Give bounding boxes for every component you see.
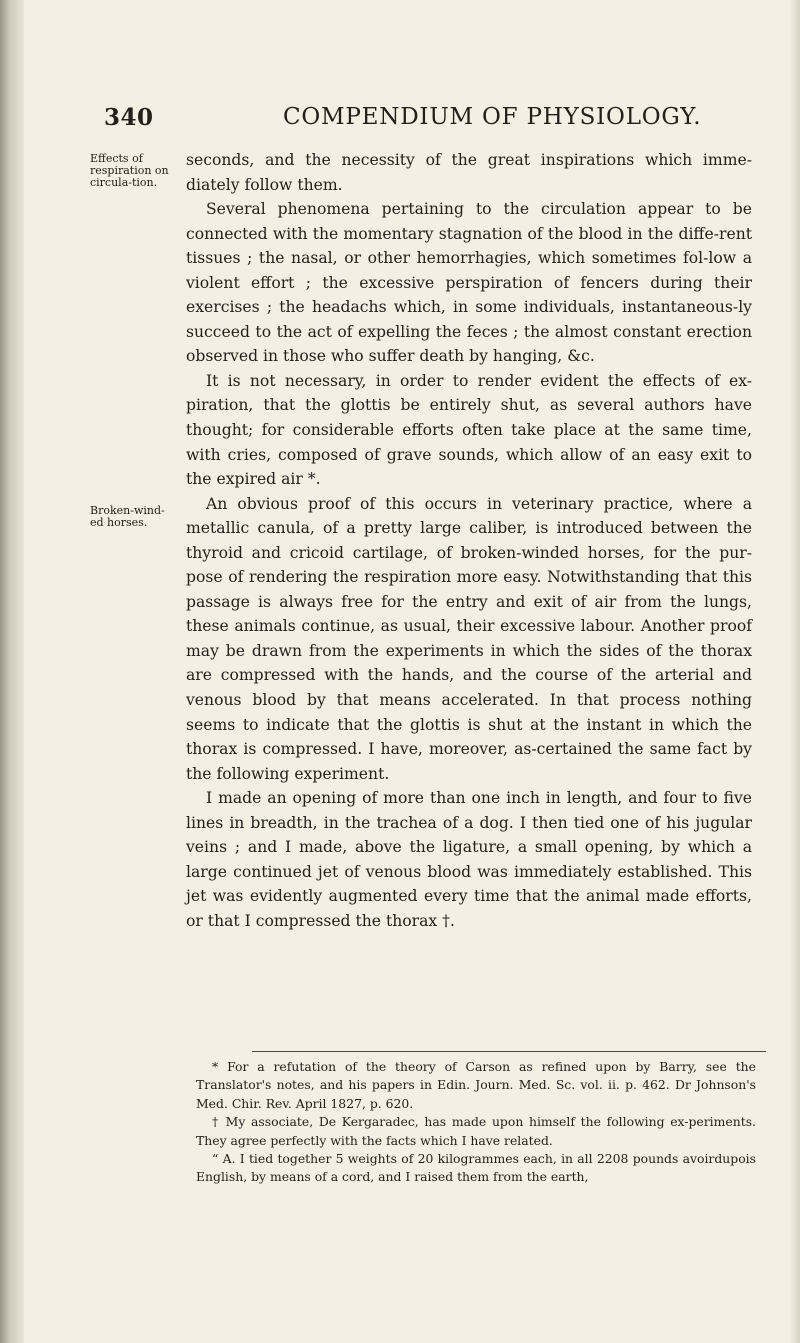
- running-title: COMPENDIUM OF PHYSIOLOGY.: [283, 104, 702, 130]
- footnotes: [196, 1058, 756, 1187]
- paragraph-1: seconds, and the necessity of the great inspirations which imme-diately follow them.: [186, 151, 752, 194]
- paragraph-2: Several phenomena pertaining to the circulation appear to be connected with the momentary stagnation of the blood in the diffe-rent tissues ; the nasal, or other hemorrhagies, which sometimes fol-low a violent effort ; the excessive perspiration of fencers during their exercises ; the headachs which, in some individuals, instantaneous-ly succeed to the act of expelling the feces ; the almost constant erection observed in those who suffer death by hanging, &c.: [186, 200, 752, 366]
- footnote-2: † My associate, De Kergaradec, has made upon himself the following ex-periments. They agree perfectly with the facts which I have related.: [196, 1114, 756, 1148]
- paragraph-4: An obvious proof of this occurs in veterinary practice, where a metallic canula, of a pretty large caliber, is introduced between the thyroid and cricoid cartilage, of broken-winded horses, for the pur-pose of rendering the respiration more easy. Notwithstanding that this passage is always free for the entry and exit of air from the lungs, these animals continue, as usual, their excessive labour. Another proof may be drawn from the experiments in which the sides of the thorax are compressed with the hands, and the course of the arterial and venous blood by that means accelerated. In that process nothing seems to indicate that the glottis is shut at the instant in which the thorax is compressed. I have, moreover, as-certained the same fact by the following experiment.: [186, 494, 752, 783]
- margin-note-broken-winded-horses: Broken-wind-ed horses.: [90, 504, 165, 529]
- footnote-3: “ A. I tied together 5 weights of 20 kilogrammes each, in all 2208 pounds avoirdupois English, by means of a cord, and I raised them from the earth,: [196, 1151, 756, 1185]
- footnote-1: * For a refutation of the theory of Carson as refined upon by Barry, see the Translator's notes, and his papers in Edin. Journ. Med. Sc. vol. ii. p. 462. Dr Johnson's Med. Chir. Rev. April 1827, p. 620.: [196, 1059, 756, 1111]
- footnote-divider: [252, 1051, 766, 1052]
- body-text: [186, 148, 752, 934]
- margin-note-effects-of-respiration: Effects of respiration on circula-tion.: [90, 152, 169, 189]
- page-number: 340: [104, 104, 154, 131]
- paragraph-5: I made an opening of more than one inch in length, and four to five lines in breadth, in the trachea of a dog. I then tied one of his jugular veins ; and I made, above the ligature, a small opening, by which a large continued jet of venous blood was immediately established. This jet was evidently augmented every time that the animal made efforts, or that I compressed the thorax †.: [186, 789, 752, 930]
- page-right-edge: [790, 0, 800, 1343]
- book-binding-edge: [0, 0, 24, 1343]
- paragraph-3: It is not necessary, in order to render evident the effects of ex-piration, that the glottis be entirely shut, as several authors have thought; for considerable efforts often take place at the same time, with cries, composed of grave sounds, which allow of an easy exit to the expired air *.: [186, 371, 752, 489]
